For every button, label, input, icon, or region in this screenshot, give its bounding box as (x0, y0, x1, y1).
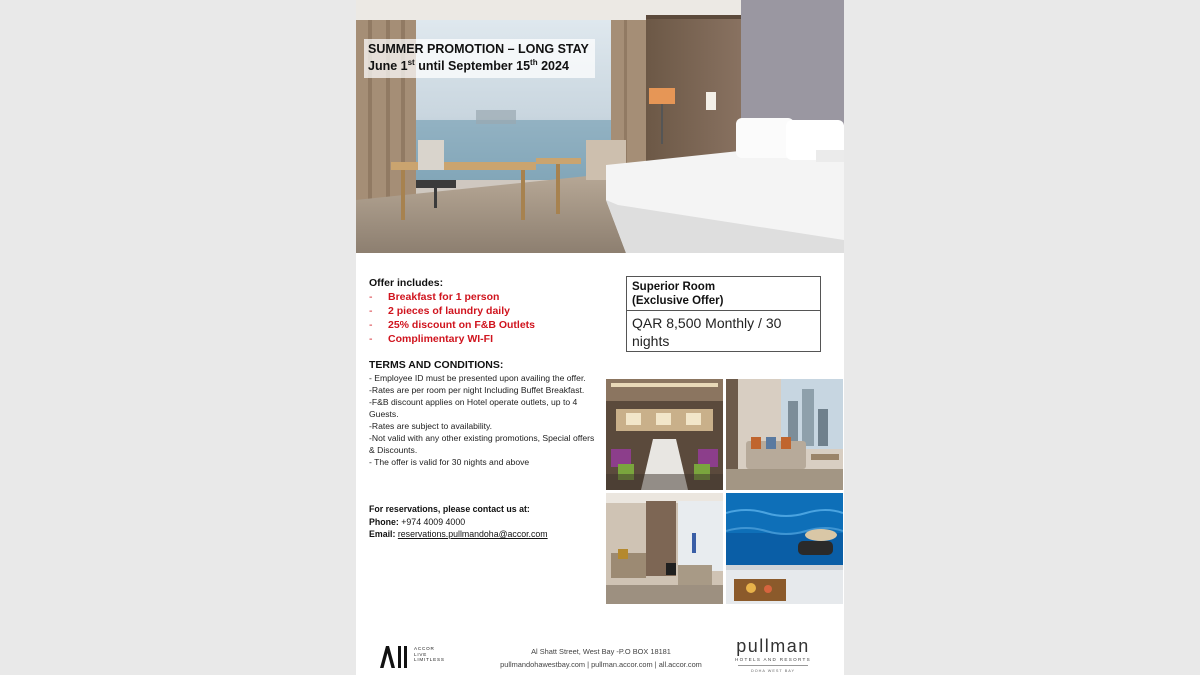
offer-section (369, 277, 619, 346)
room-price: QAR 8,500 Monthly / 30 nights (632, 315, 782, 349)
hero-room-photo (356, 0, 844, 253)
email-label: Email: (369, 529, 396, 539)
offer-item: - Breakfast for 1 person (369, 290, 619, 304)
price-box (626, 276, 821, 352)
terms-line: -Rates are subject to availability. (369, 421, 493, 431)
promotion-title: SUMMER PROMOTION – LONG STAY (368, 42, 589, 56)
terms-line: -Rates are per room per night Including Buffet Breakfast. (369, 385, 585, 395)
terms-section (369, 358, 601, 468)
phone-label: Phone: (369, 516, 399, 527)
phone-number[interactable]: +974 4009 4000 (401, 516, 466, 527)
offer-list (369, 290, 619, 346)
promotion-dates: June 1st until September 15th 2024 (368, 57, 569, 73)
offer-item: - 2 pieces of laundry daily (369, 304, 619, 318)
accor-tagline: ACCOR LIVE LIMITLESS (414, 646, 445, 663)
pool-photo (726, 493, 843, 604)
terms-line: - Employee ID must be presented upon availing the offer. (369, 373, 586, 383)
brand-location: DOHA WEST BAY (738, 665, 808, 674)
website-links[interactable]: pullmandohawestbay.com | pullman.accor.com | all.accor.com (500, 660, 702, 669)
email-link[interactable]: reservations.pullmandoha@accor.com (397, 529, 548, 539)
offer-item: - 25% discount on F&B Outlets (369, 318, 619, 332)
offer-title: Offer includes: (369, 277, 444, 289)
accor-all-logo (380, 646, 410, 668)
lounge-photo (726, 379, 843, 490)
terms-line: -Not valid with any other existing promotions, Special offers & Discounts. (369, 433, 595, 455)
room-type: Superior Room (Exclusive Offer) (627, 277, 820, 311)
terms-line: -F&B discount applies on Hotel operate outlets, up to 4 Guests. (369, 397, 578, 419)
contact-intro: For reservations, please contact us at: (369, 504, 530, 514)
offer-item: - Complimentary WI-FI (369, 332, 619, 346)
suite-living-photo (606, 493, 723, 604)
terms-line: - The offer is valid for 30 nights and above (369, 457, 530, 467)
promotion-flyer (356, 0, 844, 675)
restaurant-photo (606, 379, 723, 490)
brand-name: pullman (736, 636, 810, 656)
hotel-address: Al Shatt Street, West Bay -P.O BOX 18181 pullmandohawestbay.com | pullman.accor.com | all.accor.com (496, 645, 706, 671)
terms-title: TERMS AND CONDITIONS: (369, 359, 504, 371)
brand-subtitle: HOTELS AND RESORTS (735, 657, 811, 662)
contact-section (369, 503, 609, 541)
pullman-logo (720, 636, 826, 674)
promotion-banner (364, 39, 595, 78)
